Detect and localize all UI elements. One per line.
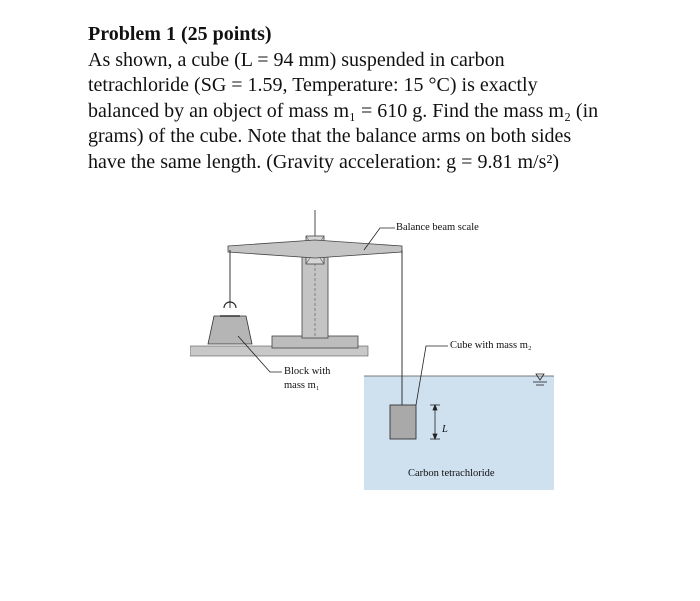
block-label-line2: mass m₁	[284, 380, 320, 391]
dimension-L-label: L	[442, 424, 448, 435]
problem-line: grams) of the cube. Note that the balance arms on both sides	[88, 125, 572, 147]
balance-figure	[190, 200, 570, 500]
cube-label: Cube with mass m₂	[450, 340, 532, 351]
block-label-line1: Block with	[284, 366, 331, 377]
problem-statement	[88, 22, 668, 175]
problem-line: have the same length. (Gravity acceleration: g = 9.81 m/s²)	[88, 150, 560, 173]
problem-line: balanced by an object of mass m₁ = 610 g. Find the mass m₂ (in	[88, 99, 599, 122]
balance-label: Balance beam scale	[396, 222, 479, 233]
problem-line: As shown, a cube (L = 94 mm) suspended in carbon	[88, 48, 505, 71]
liquid-label: Carbon tetrachloride	[408, 468, 495, 479]
block-mass-m1	[208, 302, 252, 344]
problem-line: tetrachloride (SG = 1.59, Temperature: 15 °C) is exactly	[88, 74, 538, 96]
balance-beam	[228, 240, 402, 258]
cube-mass-m2	[390, 405, 416, 439]
problem-title: Problem 1 (25 points)	[88, 23, 272, 45]
